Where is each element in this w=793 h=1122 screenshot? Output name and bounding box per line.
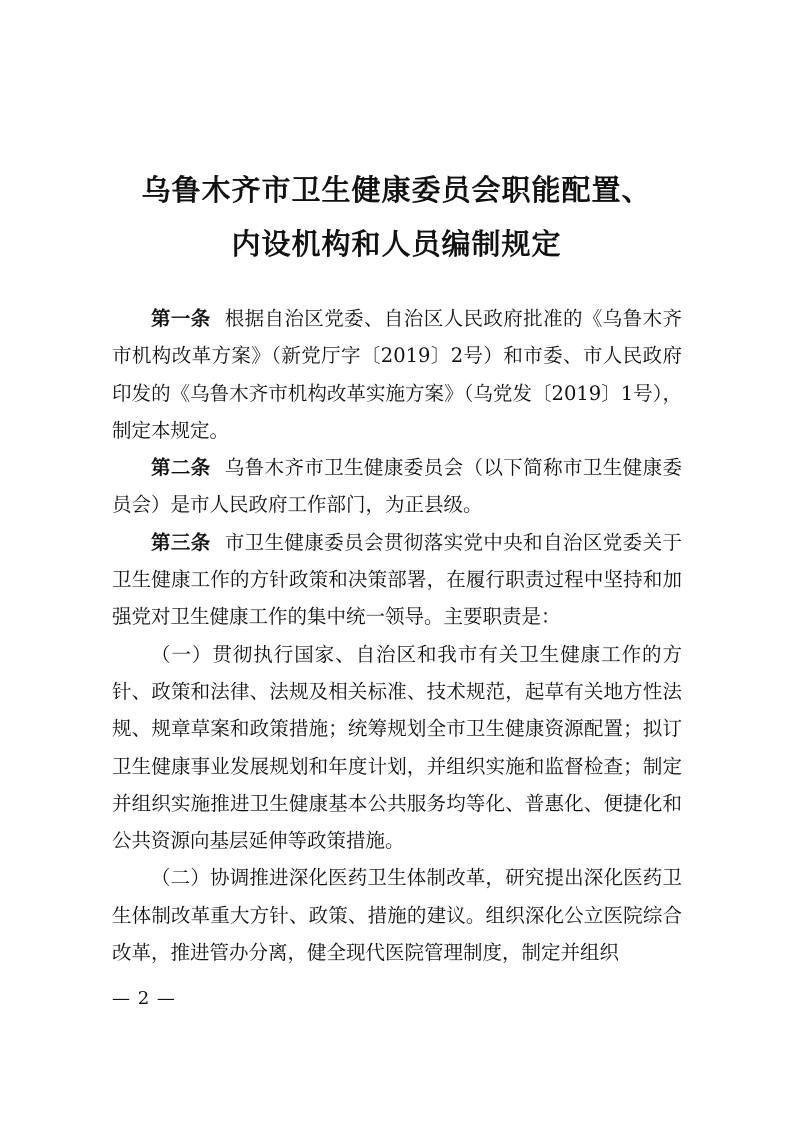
article-3-text: 市卫生健康委员会贯彻落实党中央和自治区党委关于卫生健康工作的方针政策和决策部署，在履行职责过程中坚持和加强党对卫生健康工作的集中统一领导。主要职责是： xyxy=(112,530,682,629)
article-2-label: 第二条 xyxy=(151,456,211,480)
duty-1-text: （一）贯彻执行国家、自治区和我市有关卫生健康工作的方针、政策和法律、法规及相关标准、技术规范，起草有关地方性法规、规章草案和政策措施；统筹规划全市卫生健康资源配置；拟订卫生健康事业发展规划和年度计划，并组织实施和监督检查；制定并组织实施推进卫生健康基本公共服务均等化、普惠化、便捷化和公共资源向基层延伸等政策措施。 xyxy=(112,642,682,853)
article-2-paragraph xyxy=(112,449,682,524)
document-title-line-1: 乌鲁木齐市卫生健康委员会职能配置、 xyxy=(141,173,652,207)
article-2-text: 乌鲁木齐市卫生健康委员会（以下简称市卫生健康委员会）是市人民政府工作部门，为正县级。 xyxy=(112,456,682,517)
article-1-text: 根据自治区党委、自治区人民政府批准的《乌鲁木齐市机构改革方案》（新党厅字〔2019〕2号）和市委、市人民政府印发的《乌鲁木齐市机构改革实施方案》（乌党发〔2019〕1号），制定本规定。 xyxy=(112,307,682,442)
document-title-line-2: 内设机构和人员编制规定 xyxy=(231,227,562,261)
article-3-paragraph xyxy=(112,524,682,636)
article-3-label: 第三条 xyxy=(151,530,211,554)
duty-2-paragraph xyxy=(112,859,682,971)
page-number: — 2 — xyxy=(112,988,176,1009)
document-body xyxy=(112,300,682,971)
article-1-paragraph xyxy=(112,300,682,449)
duty-1-paragraph xyxy=(112,636,682,860)
article-1-label: 第一条 xyxy=(151,307,211,330)
duty-2-text: （二）协调推进深化医药卫生体制改革，研究提出深化医药卫生体制改革重大方针、政策、措施的建议。组织深化公立医院综合改革，推进管办分离，健全现代医院管理制度，制定并组织 xyxy=(112,866,682,965)
